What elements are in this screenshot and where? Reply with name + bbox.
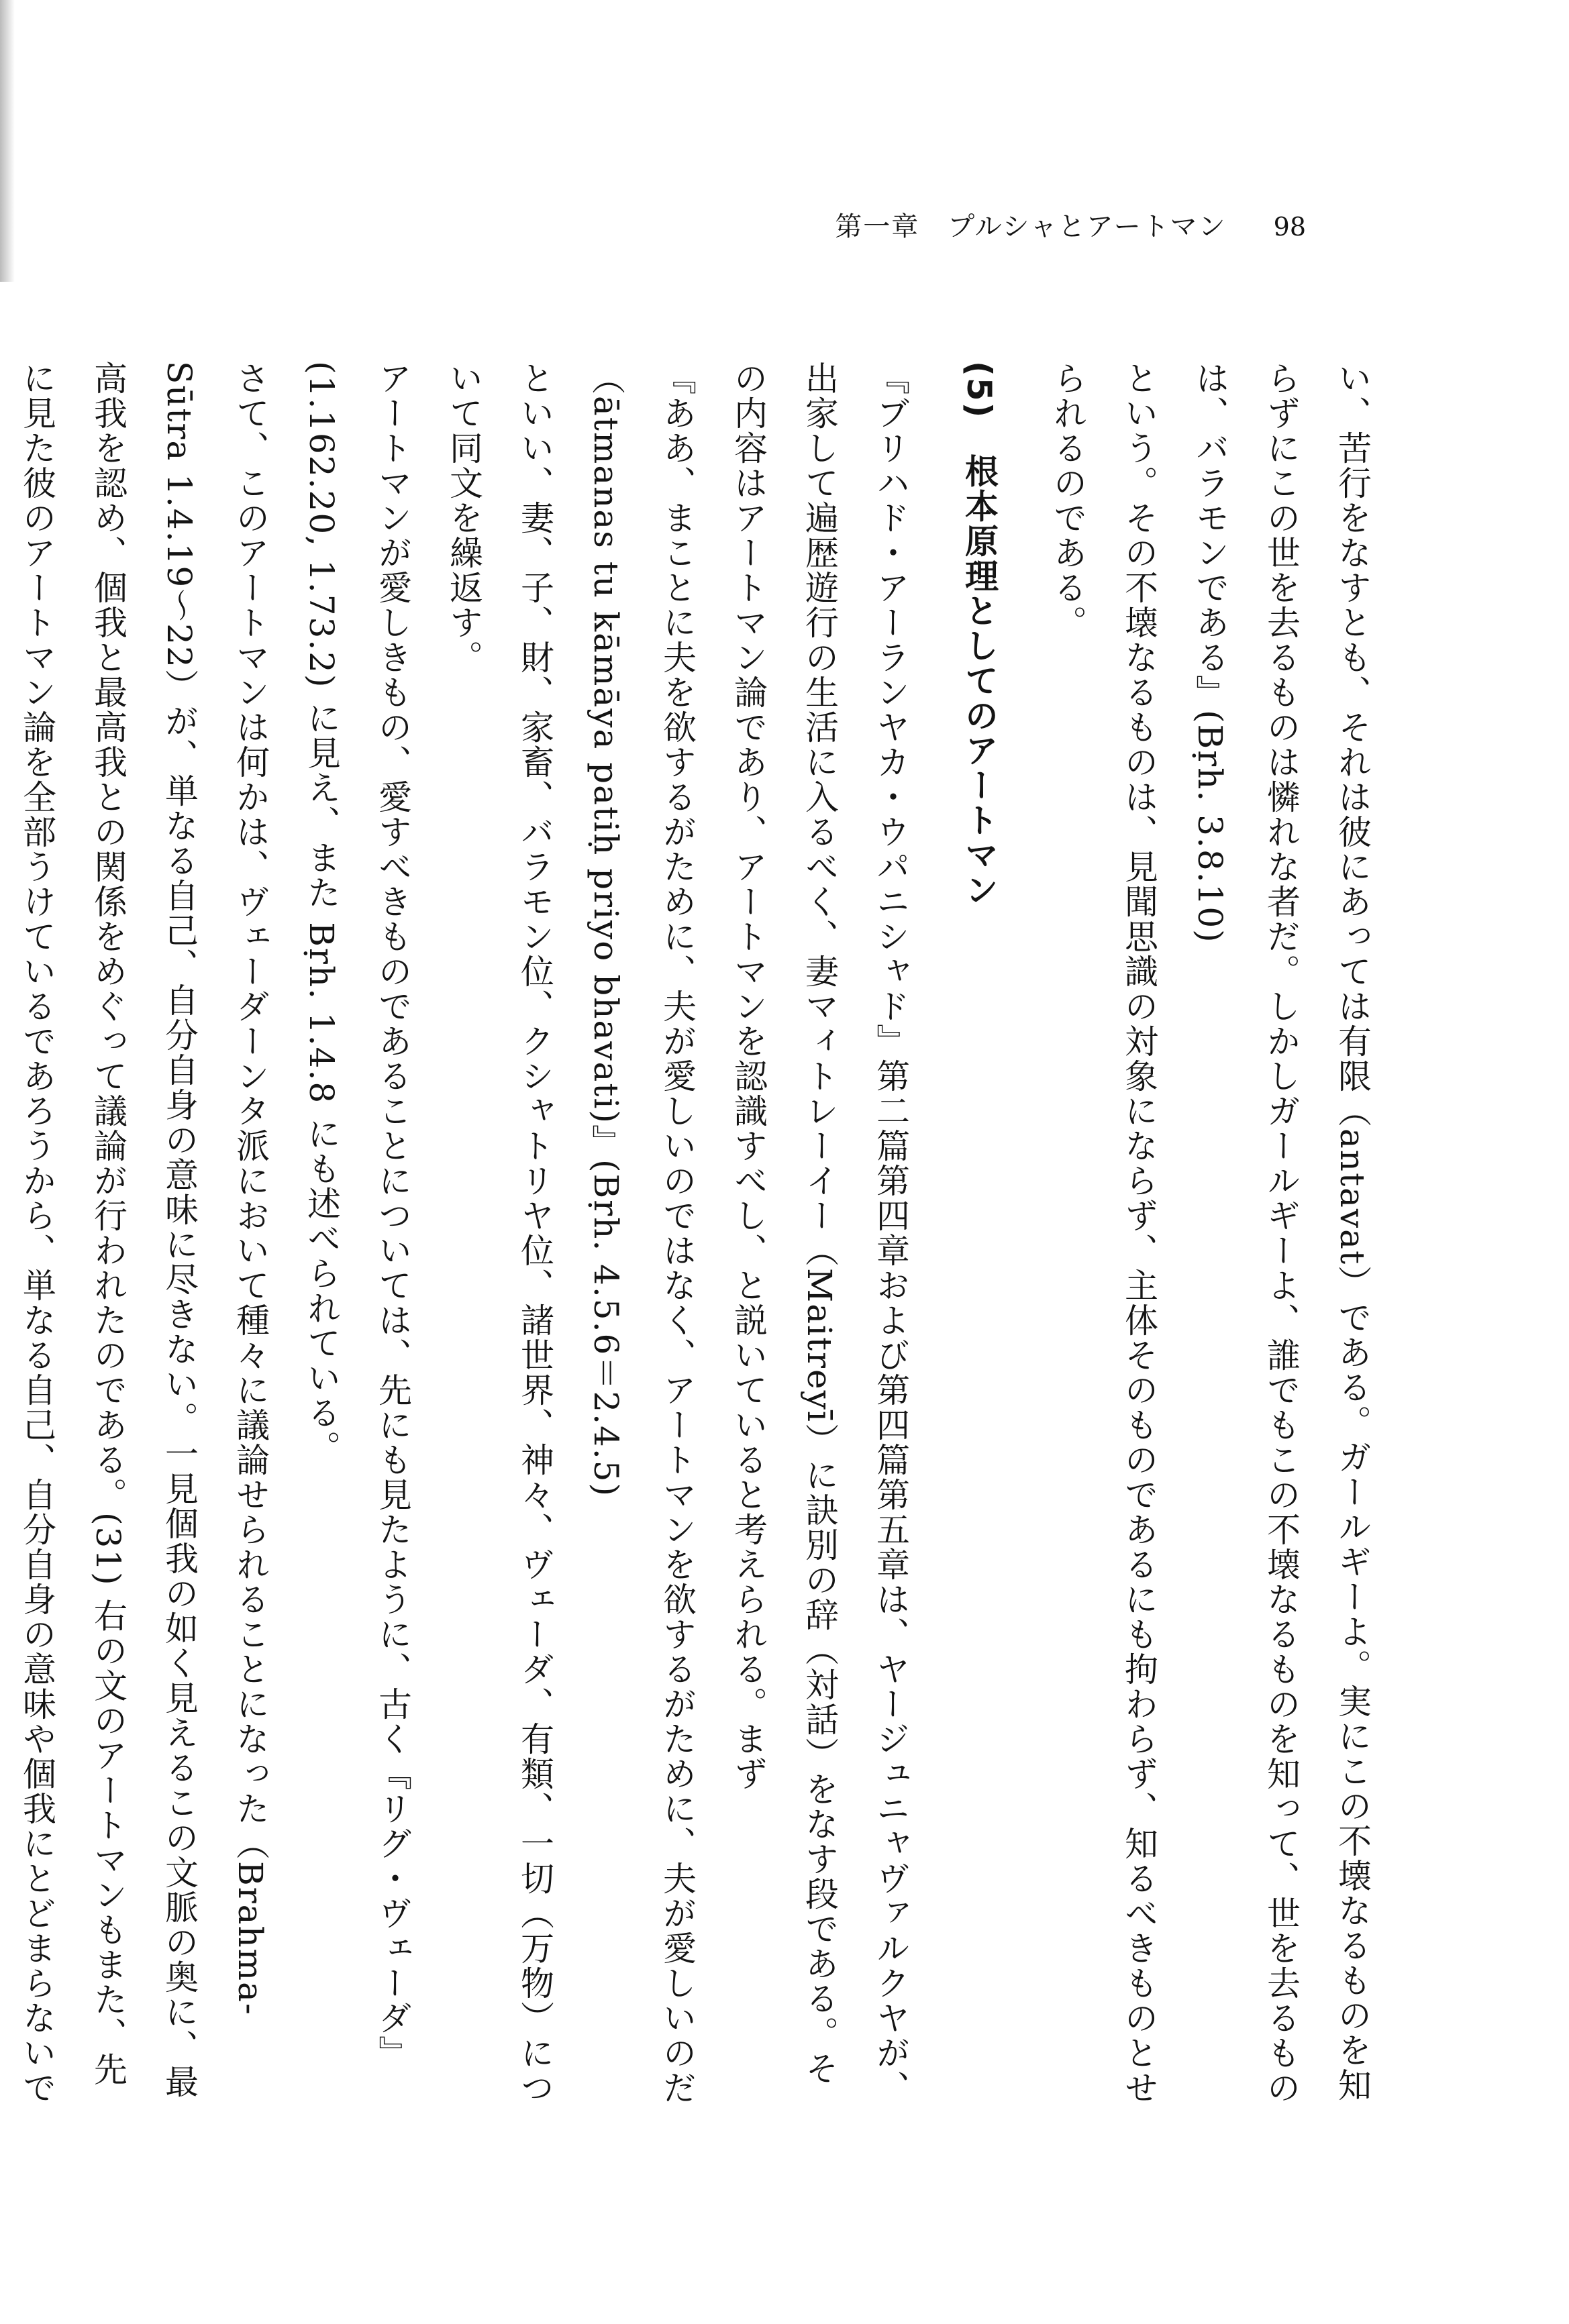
paragraph: い、苦行をなすとも、それは彼にあっては有限（antavat）である。ガールギーよ。実にこの不壊なるものを知らずにこの世を去るものは憐れな者だ。しかしガールギーよ、誰でもこの不壊なるものを知って、世を去るものは、バラモンである』(Bṛh. 3.8.10)	[1191, 361, 1372, 2105]
paragraph: という。その不壊なるものは、見聞思識の対象にならず、主体そのものであるにも拘わらず、知るべきものとせられるのである。	[1048, 361, 1158, 2105]
quotation: 『ああ、まことに夫を欲するがために、夫が愛しいのではなく、アートマンを欲するがために、夫が愛しいのだ（ātmanas tu kāmāya patiḥ priyo bhavati)』(Bṛh. 4.5.6＝2.4.5)	[587, 361, 697, 2105]
paragraph: 『ブリハド・アーランヤカ・ウパニシャド』第二篇第四章および第四篇第五章は、ヤージュニャヴァルクヤが、出家して遍歴遊行の生活に入るべく、妻マィトレーイー（Maitreyī）に訣別の辞（対話）をなす段である。その内容はアートマン論であり、アートマンを認識すべし、と説いていると考えられる。まず	[729, 361, 910, 2105]
chapter-title: 第一章 プルシャとアートマン	[835, 211, 1227, 242]
scan-edge-shadow	[0, 0, 15, 282]
page-number: 98	[1273, 212, 1306, 242]
paragraph: アートマンが愛しきもの、愛すべきものであることについては、先にも見たように、古く『リグ・ヴェーダ』(1.162.20, 1.73.2) に見え、また Bṛh. 1.4.8 にも述べられている。	[302, 361, 412, 2070]
paragraph: といい、妻、子、財、家畜、バラモン位、クシャトリヤ位、諸世界、神々、ヴェーダ、有類、一切（万物）について同文を繰返す。	[444, 361, 554, 2105]
running-head	[835, 213, 1306, 240]
body-text	[0, 361, 1388, 2105]
paragraph: さて、このアートマンは何かは、ヴェーダーンタ派において種々に議論せられることになった（Brahma-Sūtra 1.4.19〜22）が、単なる自己、自分自身の意味に尽きない。一見個我の如く見えるこの文脈の奥に、最高我を認め、個我と最高我との関係をめぐって議論が行われたのである。(31) 右の文のアートマンもまた、先に見た彼のアートマン論を全部うけているであろうから、単なる自己、自分自身の意味や個我にとどまらないで	[17, 361, 270, 2105]
section-heading: (5) 根本原理としてのアートマン	[960, 361, 999, 908]
